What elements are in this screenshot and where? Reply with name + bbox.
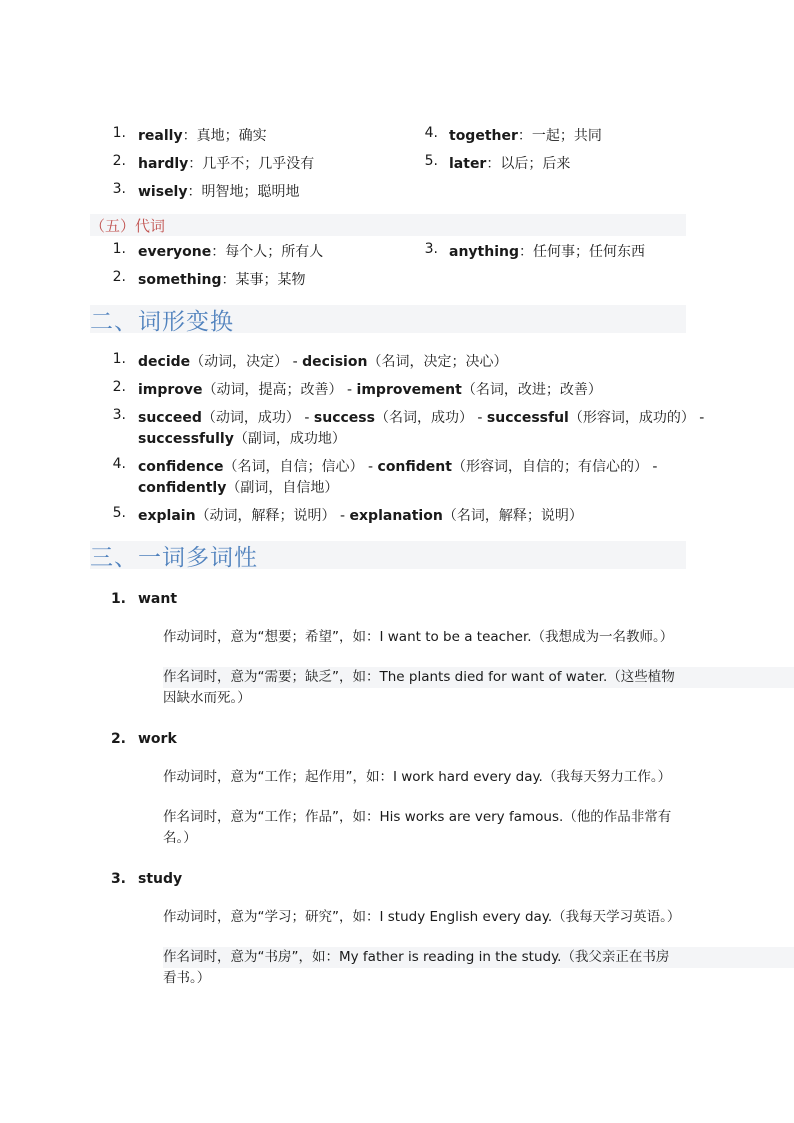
item-number: 5.	[112, 505, 126, 521]
noun-usage	[163, 947, 794, 989]
word-form: improvement	[356, 382, 462, 398]
item-number: 3.	[110, 871, 126, 887]
separator: -	[699, 410, 705, 426]
vocab-meaning: ：一起；共同	[517, 128, 602, 144]
noun-usage-line: 看书。）	[163, 970, 211, 986]
vocab-meaning: ：某事；某物	[221, 272, 306, 288]
item-number: 3.	[112, 407, 126, 423]
word-form: decision	[302, 354, 368, 370]
vocab-word: something	[138, 272, 222, 288]
word-form-note: （副词，自信地）	[226, 480, 339, 496]
word-form-note: （动词，决定）	[190, 354, 289, 370]
verb-usage: 作动词时，意为“工作；起作用”，如：I work hard every day.（我每天努力工作。）	[163, 769, 672, 785]
item-number: 2.	[112, 269, 126, 285]
word-form: successful	[486, 410, 569, 426]
word-form-note: （形容词，成功的）	[568, 410, 695, 426]
word-form: confidence	[138, 459, 224, 475]
word-form: succeed	[138, 410, 202, 426]
vocab-word: everyone	[138, 244, 212, 260]
separator: -	[292, 354, 303, 370]
item-number: 2.	[112, 379, 126, 395]
subsection-title: （五）代词	[90, 217, 166, 235]
noun-usage-line: 因缺水而死。）	[163, 690, 251, 706]
item-number: 3.	[112, 181, 126, 197]
noun-usage-line: 作名词时，意为“书房”，如：My father is reading in the study.（我父亲正在书房	[163, 947, 794, 968]
word-form: confident	[377, 459, 452, 475]
verb-usage: 作动词时，意为“学习；研究”，如：I study English every day.（我每天学习英语。）	[163, 909, 681, 925]
vocab-word: together	[449, 128, 518, 144]
separator: -	[304, 410, 314, 426]
word-form-note: （动词，提高；改善）	[202, 382, 343, 398]
item-number: 1.	[112, 241, 126, 257]
list-item-continuation	[138, 477, 338, 497]
noun-usage-line: 名。）	[163, 830, 197, 846]
noun-usage-line: 作名词时，意为“需要；缺乏”，如：The plants died for want of water.（这些植物	[163, 667, 794, 688]
word-form-note: （名词，解释；说明）	[442, 508, 583, 524]
vocab-meaning: ：以后；后来	[486, 156, 571, 172]
word-form: successfully	[138, 431, 234, 447]
item-number: 1.	[112, 125, 126, 141]
item-number: 1.	[110, 591, 126, 607]
word-form: improve	[138, 382, 203, 398]
separator: -	[347, 382, 357, 398]
noun-usage	[163, 807, 671, 849]
word-form: success	[313, 410, 375, 426]
item-number: 2.	[112, 153, 126, 169]
word-form-note: （名词，决定；决心）	[367, 354, 508, 370]
word-form: decide	[138, 354, 191, 370]
separator: -	[340, 508, 350, 524]
item-number: 3.	[424, 241, 438, 257]
vocab-word: really	[138, 128, 183, 144]
vocab-meaning: ：每个人；所有人	[211, 244, 324, 260]
separator: -	[652, 459, 658, 475]
separator: -	[368, 459, 378, 475]
item-number: 1.	[112, 351, 126, 367]
subsection-heading-band	[90, 214, 686, 236]
entry-word: study	[138, 871, 183, 887]
item-number: 4.	[424, 125, 438, 141]
noun-usage-line: 作名词时，意为“工作；作品”，如：His works are very famous.（他的作品非常有	[163, 809, 672, 825]
separator: -	[477, 410, 487, 426]
section-title: 三、一词多词性	[90, 545, 258, 571]
word-form-note: （名词，自信；信心）	[223, 459, 364, 475]
vocab-word: hardly	[138, 156, 189, 172]
vocab-meaning: ：任何事；任何东西	[519, 244, 645, 260]
word-form-note: （副词，成功地）	[233, 431, 346, 447]
item-number: 5.	[424, 153, 438, 169]
entry-word: work	[138, 731, 177, 747]
entry-word: want	[138, 591, 178, 607]
verb-usage: 作动词时，意为“想要；希望”，如：I want to be a teacher.（我想成为一名教师。）	[163, 629, 674, 645]
vocab-meaning: ：几乎不；几乎没有	[188, 156, 315, 172]
vocab-meaning: ：真地；确实	[182, 128, 267, 144]
section-title: 二、词形变换	[90, 309, 234, 335]
word-form-note: （形容词，自信的；有信心的）	[451, 459, 648, 475]
vocab-word: anything	[449, 244, 519, 260]
vocab-word: wisely	[138, 184, 188, 200]
item-number: 4.	[112, 456, 126, 472]
list-item-continuation	[138, 428, 346, 448]
word-form-note: （动词，成功）	[201, 410, 300, 426]
noun-usage	[163, 667, 794, 709]
item-number: 2.	[110, 731, 126, 747]
word-form-note: （名词，改进；改善）	[461, 382, 602, 398]
word-form: confidently	[138, 480, 227, 496]
vocab-meaning: ：明智地；聪明地	[187, 184, 300, 200]
vocab-word: later	[449, 156, 487, 172]
word-form: explain	[138, 508, 196, 524]
word-form-note: （动词，解释；说明）	[195, 508, 336, 524]
word-form-note: （名词，成功）	[374, 410, 473, 426]
word-form: explanation	[349, 508, 443, 524]
